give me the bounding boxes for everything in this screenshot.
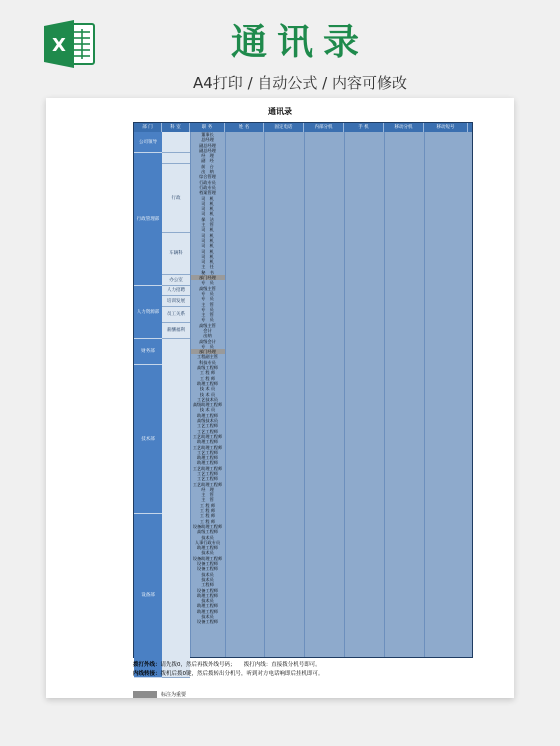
position-cell: 专 员: [201, 306, 214, 312]
note-outside-call: 拨打外线：请先拨0，然后再拨外线号码； 拨打内线：直接拨分机号即可。: [133, 662, 321, 668]
section-cell: [162, 339, 190, 678]
position-cell: 经 理: [201, 153, 214, 159]
position-cell: 部门经理: [190, 349, 225, 354]
position-cell: 司 机: [201, 243, 214, 249]
position-cell: 工艺技术员: [197, 396, 218, 402]
position-cell: 设备工程师: [197, 561, 218, 567]
position-cell: 行政专员: [199, 179, 216, 185]
position-cell: 总经理: [201, 137, 214, 143]
position-cell: 助理工程师: [197, 608, 218, 614]
column-header: 科 室: [162, 123, 190, 132]
section-cell: [162, 153, 190, 164]
note-transfer: 内线转接：拨机后拨0键，然后拨转出分机号，听到对方电话响即后挂机即可。: [133, 671, 324, 677]
position-cell: 专 员: [201, 280, 214, 286]
position-cell: 工 程 师: [199, 502, 216, 508]
table-body: [134, 132, 472, 657]
position-cell: 技术员: [201, 576, 214, 582]
position-cell: 工艺助理工程师: [192, 444, 223, 450]
position-cell: 主 任: [201, 264, 214, 270]
position-cell: 司 机: [201, 248, 214, 254]
position-cell: 出 纳: [201, 169, 214, 175]
position-cell: 技 术 员: [199, 386, 216, 392]
position-cell: 综合管理: [199, 174, 216, 180]
position-cell: 司 机: [201, 200, 214, 206]
position-cell: 高级工程师: [197, 365, 218, 371]
legend: [133, 691, 186, 698]
usage-notes: [133, 661, 493, 679]
department-cell: 公司领导: [134, 132, 162, 153]
position-cell: 助理工程师: [197, 439, 218, 445]
position-cell: 助理工程师: [197, 545, 218, 551]
position-cell: 工 程 师: [199, 375, 216, 381]
column-header: 手 机: [344, 123, 384, 132]
position-cell: 工程师: [201, 582, 214, 588]
position-cell: 行政专员: [199, 184, 216, 190]
position-cell: 高级主管: [199, 285, 216, 291]
position-cell: 助理工程师: [197, 380, 218, 386]
position-cell: 助理工程师: [197, 460, 218, 466]
position-cell: 工艺工程师: [197, 423, 218, 429]
position-cell: 技 术 员: [199, 391, 216, 397]
position-cell: 出纳: [203, 333, 212, 339]
position-cell: 副 经: [201, 158, 214, 164]
position-cell: 助理工程师: [197, 455, 218, 461]
position-cell: 专 员: [201, 290, 214, 296]
position-cell: 工艺助理工程师: [192, 465, 223, 471]
legend-swatch: [133, 691, 157, 698]
position-cell: 司 机: [201, 211, 214, 217]
department-cell: 行政管理部: [134, 153, 162, 286]
position-cell: 工艺工程师: [197, 428, 218, 434]
position-cell: 主 管: [201, 497, 214, 503]
position-cell: 工艺助理工程师: [192, 433, 223, 439]
position-cell: 工艺工程师: [197, 449, 218, 455]
position-cell: 专 员: [201, 296, 214, 302]
position-cell: 技术员: [201, 598, 214, 604]
column-divider: [225, 132, 226, 657]
position-cell: 设备助理工程师: [192, 555, 223, 561]
section-cell: 薪酬福利: [162, 323, 190, 339]
position-cell: 保 洁: [201, 216, 214, 222]
position-cell: 技 术 员: [199, 407, 216, 413]
position-cell: 前 台: [201, 163, 214, 169]
position-cell: 工 程 师: [199, 513, 216, 519]
position-cell: 工艺助理工程师: [192, 481, 223, 487]
column-header: 固定电话: [264, 123, 304, 132]
position-cell: 主 管: [201, 492, 214, 498]
position-cell: 技术员: [201, 550, 214, 556]
position-cell: 高级主管: [199, 322, 216, 328]
position-cell: 部门经理: [190, 275, 225, 280]
position-cell: 技术员: [201, 571, 214, 577]
position-cell: 副总经理: [199, 142, 216, 148]
position-cell: 设备工程师: [197, 587, 218, 593]
position-cell: 司 机: [201, 253, 214, 259]
position-cell: 技术员: [201, 614, 214, 620]
position-cell: 主 管: [201, 222, 214, 228]
spreadsheet-preview: [46, 98, 514, 698]
contact-table: [133, 122, 473, 658]
section-cell: [162, 132, 190, 153]
position-cell: 司 机: [201, 259, 214, 265]
column-divider: [304, 132, 305, 657]
position-cell: 司 机: [201, 206, 214, 212]
position-cell: 副总经理: [199, 147, 216, 153]
position-cell: 司 机: [201, 195, 214, 201]
position-cell: 司 机: [201, 232, 214, 238]
position-cell: 高级助理工程师: [192, 402, 223, 408]
column-divider: [344, 132, 345, 657]
position-cell: 工程副主管: [197, 354, 218, 360]
page-title: 通讯录: [230, 22, 369, 63]
position-cell: 设备助理工程师: [192, 523, 223, 529]
department-cell: 技术部: [134, 365, 162, 513]
position-cell: 司 机: [201, 227, 214, 233]
position-cell: 工艺工程师: [197, 476, 218, 482]
column-divider: [384, 132, 385, 657]
page-subtitle: A4打印 / 自动公式 / 内容可修改: [193, 74, 407, 92]
column-header: 姓 名: [225, 123, 264, 132]
position-cell: 设备工程师: [197, 566, 218, 572]
column-header: 移动分机: [384, 123, 424, 132]
position-cell: 工 程 师: [199, 508, 216, 514]
position-cell: 人事行政专员: [194, 539, 221, 545]
position-cell: 高级技术员: [197, 418, 218, 424]
position-cell: 司 机: [201, 237, 214, 243]
section-cell: 行政: [162, 164, 190, 233]
position-cell: 专 员: [201, 343, 214, 349]
section-cell: 办公室: [162, 275, 190, 286]
svg-text:X: X: [52, 35, 66, 56]
department-cell: 财务部: [134, 339, 162, 366]
position-cell: 档案管理: [199, 190, 216, 196]
legend-label: 标注为重要: [161, 692, 187, 698]
position-cell: 工艺工程师: [197, 471, 218, 476]
position-column: [190, 132, 225, 657]
position-cell: 高级工程师: [197, 529, 218, 535]
section-cell: 车辆科: [162, 233, 190, 275]
column-header: 职 务: [190, 123, 225, 132]
department-cell: 人力资源部: [134, 286, 162, 339]
department-cell: 设备部: [134, 514, 162, 678]
position-cell: 董事长: [201, 132, 214, 137]
section-cell: 培训发展: [162, 296, 190, 307]
position-cell: 工 程 师: [199, 370, 216, 376]
position-cell: 助理工程师: [197, 603, 218, 609]
position-cell: 主 管: [201, 301, 214, 307]
position-cell: 设备工程师: [197, 619, 218, 625]
position-cell: 科技专员: [199, 359, 216, 365]
position-cell: 技术员: [201, 534, 214, 540]
column-header: 部 门: [134, 123, 162, 132]
position-cell: 秘 书: [201, 269, 214, 275]
position-cell: 高级会计: [199, 338, 216, 344]
column-header: 内部分机: [304, 123, 344, 132]
table-header-row: [134, 123, 472, 132]
position-cell: 会计: [203, 327, 212, 333]
column-divider: [264, 132, 265, 657]
section-cell: 人力招聘: [162, 286, 190, 297]
position-cell: 经 理: [201, 486, 214, 492]
position-cell: 专 员: [201, 317, 214, 323]
position-cell: 助理工程师: [197, 412, 218, 418]
position-cell: 助理工程师: [197, 592, 218, 598]
position-cell: 工 程 师: [199, 518, 216, 524]
sheet-title: 通讯录: [268, 107, 292, 116]
column-divider: [424, 132, 425, 657]
column-header: 移动短号: [424, 123, 468, 132]
position-cell: 主 管: [201, 312, 214, 318]
section-cell: 员工关系: [162, 307, 190, 323]
